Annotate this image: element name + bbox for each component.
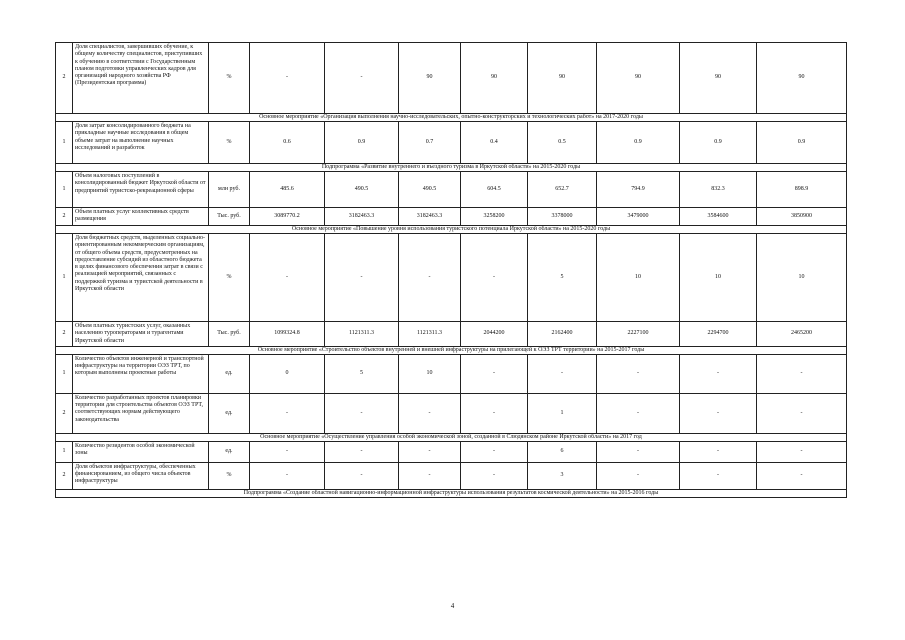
- section-title: Подпрограмма «Развитие внутреннего и въездного туризма в Иркутской области» на 2015-2020 годы: [56, 164, 847, 172]
- value-cell: -: [597, 462, 680, 489]
- row-number: 1: [56, 234, 73, 322]
- value-cell: -: [680, 354, 757, 393]
- section-title: Основное мероприятие «Повышение уровня использования туристского потенциала Иркутской области» на 2015-2020 годы: [56, 226, 847, 234]
- value-cell: 0: [250, 354, 325, 393]
- value-cell: 0.9: [680, 122, 757, 164]
- section-title: Основное мероприятие «Строительство объектов внутренней и внешней инфраструктуры на прилегающей к ОЭЗ ТРТ территории» на 2015-2017 годы: [56, 346, 847, 354]
- value-cell: 10: [680, 234, 757, 322]
- value-cell: -: [597, 441, 680, 462]
- value-cell: -: [757, 441, 847, 462]
- unit-cell: млн руб.: [209, 172, 250, 208]
- value-cell: 0.9: [757, 122, 847, 164]
- value-cell: 10: [597, 234, 680, 322]
- table-body: [56, 43, 847, 498]
- value-cell: 90: [399, 43, 461, 114]
- value-cell: -: [757, 462, 847, 489]
- value-cell: -: [461, 393, 528, 433]
- value-cell: -: [461, 354, 528, 393]
- indicator-name: Количество объектов инженерной и транспортной инфраструктуры на территории ОЭЗ ТРТ, по которым выполнены проектные работы: [73, 354, 209, 393]
- value-cell: 1099324.8: [250, 322, 325, 347]
- unit-cell: %: [209, 462, 250, 489]
- value-cell: 90: [597, 43, 680, 114]
- table-row: [56, 122, 847, 164]
- value-cell: -: [680, 393, 757, 433]
- value-cell: -: [680, 441, 757, 462]
- value-cell: 652.7: [528, 172, 597, 208]
- indicator-name: Объем платных туристских услуг, оказанных населению туроператорами и турагентами Иркутской области: [73, 322, 209, 347]
- value-cell: -: [325, 393, 399, 433]
- section-title: Основное мероприятие «Организация выполнения научно-исследовательских, опытно-конструкторских и технологических работ» на 2017-2020 годы: [56, 114, 847, 122]
- value-cell: 3: [528, 462, 597, 489]
- value-cell: 90: [461, 43, 528, 114]
- value-cell: 90: [680, 43, 757, 114]
- value-cell: 898.9: [757, 172, 847, 208]
- value-cell: -: [597, 393, 680, 433]
- value-cell: 0.9: [325, 122, 399, 164]
- table-row: [56, 441, 847, 462]
- value-cell: 1121311.3: [399, 322, 461, 347]
- value-cell: -: [461, 441, 528, 462]
- row-number: 1: [56, 354, 73, 393]
- row-number: 1: [56, 172, 73, 208]
- section-header-row: [56, 433, 847, 441]
- row-number: 2: [56, 43, 73, 114]
- table-row: [56, 43, 847, 114]
- value-cell: -: [461, 462, 528, 489]
- value-cell: -: [325, 234, 399, 322]
- unit-cell: ед.: [209, 441, 250, 462]
- value-cell: 90: [757, 43, 847, 114]
- value-cell: 490.5: [325, 172, 399, 208]
- section-header-row: [56, 164, 847, 172]
- section-title: Подпрограмма «Создание областной навигационно-информационной инфраструктуры использования результатов космической деятельности» на 2015-2016 годы: [56, 489, 847, 497]
- indicator-name: Объем платных услуг коллективных средств размещения: [73, 208, 209, 226]
- value-cell: 3182463.3: [399, 208, 461, 226]
- value-cell: -: [461, 234, 528, 322]
- value-cell: 2465200: [757, 322, 847, 347]
- unit-cell: %: [209, 43, 250, 114]
- unit-cell: ед.: [209, 393, 250, 433]
- value-cell: -: [399, 234, 461, 322]
- value-cell: 490.5: [399, 172, 461, 208]
- section-header-row: [56, 226, 847, 234]
- value-cell: 1121311.3: [325, 322, 399, 347]
- value-cell: 10: [399, 354, 461, 393]
- value-cell: -: [680, 462, 757, 489]
- value-cell: -: [250, 43, 325, 114]
- value-cell: -: [325, 462, 399, 489]
- row-number: 2: [56, 462, 73, 489]
- indicator-name: Объем налоговых поступлений в консолидированный бюджет Иркутской области от предприятий туристско-рекреационной сферы: [73, 172, 209, 208]
- table-row: [56, 393, 847, 433]
- table-row: [56, 354, 847, 393]
- row-number: 2: [56, 208, 73, 226]
- unit-cell: %: [209, 234, 250, 322]
- value-cell: 5: [325, 354, 399, 393]
- value-cell: -: [597, 354, 680, 393]
- value-cell: 0.5: [528, 122, 597, 164]
- value-cell: -: [757, 393, 847, 433]
- page-number: 4: [450, 602, 455, 610]
- indicator-name: Доля специалистов, завершивших обучение, к общему количеству специалистов, приступивших к обучению в соответствии с Государственным планом подготовки управленческих кадров для организаций народного хозяйства РФ (Президентская программа): [73, 43, 209, 114]
- value-cell: -: [250, 234, 325, 322]
- value-cell: 3378000: [528, 208, 597, 226]
- value-cell: 794.9: [597, 172, 680, 208]
- indicator-name: Доля бюджетных средств, выделенных социально-ориентированным некоммерческим организациям, от общего объема средств, предусмотренных на предоставление субсидий из областного бюджета в целях финансового обеспечения затрат в связи с реализацией мероприятий, связанных с поддержкой туризма и туристской деятельности в Иркутской области: [73, 234, 209, 322]
- value-cell: -: [399, 462, 461, 489]
- table-row: [56, 234, 847, 322]
- value-cell: -: [399, 393, 461, 433]
- value-cell: 832.3: [680, 172, 757, 208]
- value-cell: 485.6: [250, 172, 325, 208]
- value-cell: -: [757, 354, 847, 393]
- value-cell: 2227100: [597, 322, 680, 347]
- unit-cell: %: [209, 122, 250, 164]
- value-cell: 2044200: [461, 322, 528, 347]
- value-cell: 0.4: [461, 122, 528, 164]
- indicator-name: Доля затрат консолидированного бюджета на прикладные научные исследования в общем объеме затрат на выполнение научных исследований и разработок: [73, 122, 209, 164]
- value-cell: -: [325, 43, 399, 114]
- value-cell: 3479000: [597, 208, 680, 226]
- section-title: Основное мероприятие «Осуществление управления особой экономической зоной, созданной в Слюдянском районе Иркутской области» на 2017 год: [56, 433, 847, 441]
- value-cell: 0.6: [250, 122, 325, 164]
- indicator-name: Доля объектов инфраструктуры, обеспеченных финансированием, из общего числа объектов инфраструктуры: [73, 462, 209, 489]
- unit-cell: ед.: [209, 354, 250, 393]
- unit-cell: Тыс. руб.: [209, 208, 250, 226]
- value-cell: 3850900: [757, 208, 847, 226]
- value-cell: -: [250, 393, 325, 433]
- value-cell: 6: [528, 441, 597, 462]
- value-cell: 10: [757, 234, 847, 322]
- value-cell: 3182463.3: [325, 208, 399, 226]
- value-cell: 0.7: [399, 122, 461, 164]
- indicators-table: [55, 42, 847, 498]
- table-row: [56, 462, 847, 489]
- section-header-row: [56, 114, 847, 122]
- value-cell: -: [250, 462, 325, 489]
- table-row: [56, 208, 847, 226]
- table-row: [56, 322, 847, 347]
- value-cell: -: [250, 441, 325, 462]
- value-cell: 5: [528, 234, 597, 322]
- value-cell: 3584600: [680, 208, 757, 226]
- value-cell: 3089770.2: [250, 208, 325, 226]
- value-cell: 3258200: [461, 208, 528, 226]
- indicator-name: Количество резидентов особой экономической зоны: [73, 441, 209, 462]
- section-header-row: [56, 346, 847, 354]
- value-cell: 0.9: [597, 122, 680, 164]
- row-number: 2: [56, 393, 73, 433]
- row-number: 2: [56, 322, 73, 347]
- value-cell: -: [399, 441, 461, 462]
- value-cell: 2294700: [680, 322, 757, 347]
- indicator-name: Количество разработанных проектов планировки территории для строительства объектов ОЭЗ ТРТ, соответствующих нормам действующего законодательства: [73, 393, 209, 433]
- table-row: [56, 172, 847, 208]
- value-cell: 2162400: [528, 322, 597, 347]
- value-cell: 604.5: [461, 172, 528, 208]
- section-header-row: [56, 489, 847, 497]
- row-number: 1: [56, 441, 73, 462]
- row-number: 1: [56, 122, 73, 164]
- value-cell: 90: [528, 43, 597, 114]
- value-cell: -: [325, 441, 399, 462]
- value-cell: -: [528, 354, 597, 393]
- value-cell: 1: [528, 393, 597, 433]
- unit-cell: Тыс. руб.: [209, 322, 250, 347]
